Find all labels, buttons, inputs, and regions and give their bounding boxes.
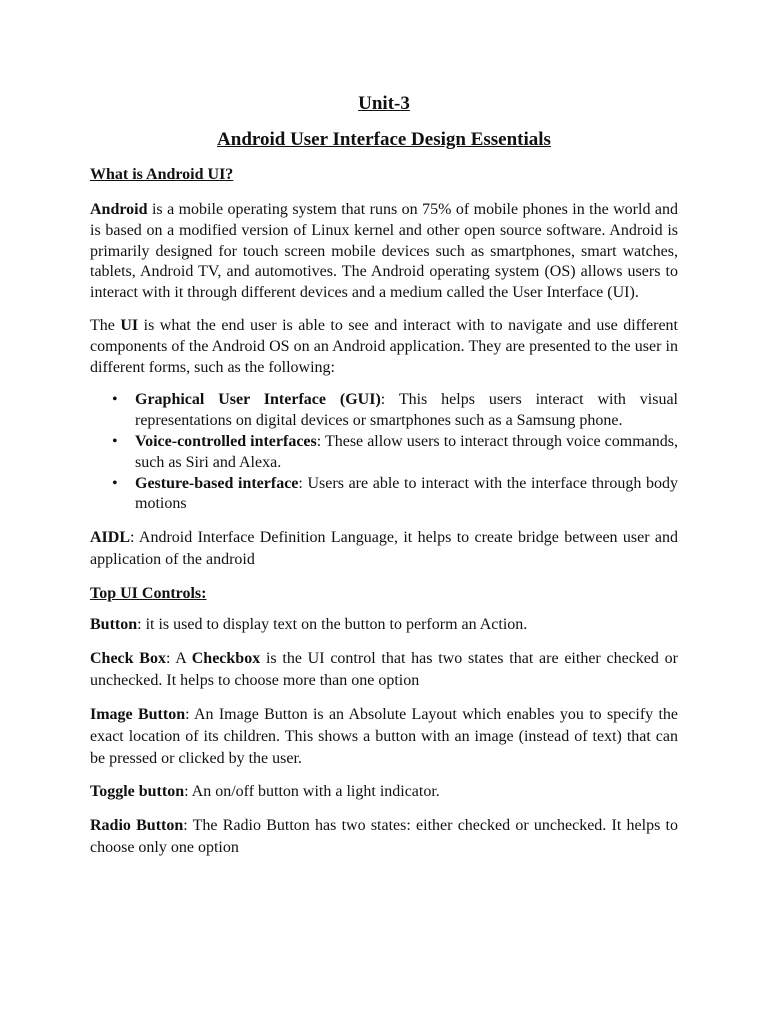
document-title: Android User Interface Design Essentials — [217, 129, 551, 150]
ui-term: UI — [120, 316, 139, 334]
bullet-icon: • — [112, 474, 118, 492]
control-toggle-button-paragraph — [90, 782, 678, 803]
list-item-term: Voice-controlled interfaces — [135, 432, 317, 450]
control-term: Button — [90, 616, 138, 634]
control-radio-button-paragraph — [90, 815, 678, 859]
control-term: Toggle button — [90, 782, 185, 800]
list-item-term: Graphical User Interface (GUI) — [135, 391, 381, 409]
aidl-paragraph — [90, 527, 678, 571]
unit-heading: Unit-3 — [358, 93, 410, 114]
control-text: : An Image Button is an Absolute Layout which enables you to specify the exact location of its children. This shows a button with an image (instead of text) that can be pressed or clicked by the user. — [90, 705, 678, 767]
control-checkbox-paragraph — [90, 648, 678, 692]
ui-paragraph-pre: The — [90, 316, 121, 334]
ui-forms-list — [90, 390, 678, 515]
control-text: : it is used to display text on the button to perform an Action. — [137, 616, 528, 634]
list-item-text: : Users are able to interact with the interface through body motions — [135, 474, 678, 513]
list-item-gesture — [112, 474, 678, 516]
ui-paragraph — [90, 316, 678, 378]
bullet-icon: • — [112, 432, 118, 450]
list-item-term: Gesture-based interface — [135, 474, 299, 492]
section-heading-top-ui-controls: Top UI Controls: — [90, 585, 207, 603]
bullet-icon: • — [112, 391, 118, 409]
section-heading-what-is-android-ui: What is Android UI? — [90, 166, 234, 183]
android-term: Android — [90, 201, 148, 218]
list-item-voice — [112, 432, 678, 474]
control-term-secondary: Checkbox — [191, 649, 261, 667]
control-text: : The Radio Button has two states: either checked or unchecked. It helps to choose only one option — [90, 816, 678, 856]
document-page — [90, 92, 678, 871]
list-item-gui — [112, 390, 679, 432]
control-image-button-paragraph — [90, 704, 678, 770]
android-paragraph — [90, 200, 678, 304]
control-button-paragraph — [90, 615, 678, 636]
control-text-mid: : A — [165, 649, 192, 667]
aidl-term: AIDL — [90, 529, 131, 547]
ui-paragraph-text: is what the end user is able to see and interact with to navigate and use different components of the Android OS on an Android application. They are presented to the user in different forms, such as the following: — [90, 316, 678, 376]
list-item-text: : These allow users to interact through voice commands, such as Siri and Alexa. — [135, 432, 678, 471]
android-paragraph-text: is a mobile operating system that runs on 75% of mobile phones in the world and is based on a modified version of Linux kernel and other open source software. Android is primarily designed for touch screen mobile devices such as smartphones, smart watches, tablets, Android TV, and automotives. The Android operating system (OS) allows users to interact with it through different devices and a medium called the User Interface (UI). — [90, 201, 678, 302]
control-term: Radio Button — [90, 816, 184, 834]
control-term: Check Box — [90, 649, 166, 667]
control-term: Image Button — [90, 705, 186, 723]
control-text: is the UI control that has two states that are either checked or unchecked. It helps to choose more than one option — [90, 649, 678, 689]
list-item-text: : This helps users interact with visual representations on digital devices or smartphones such as a Samsung phone. — [135, 391, 679, 430]
control-text: : An on/off button with a light indicator. — [184, 782, 440, 800]
aidl-paragraph-text: : Android Interface Definition Language, it helps to create bridge between user and application of the android — [90, 529, 678, 569]
